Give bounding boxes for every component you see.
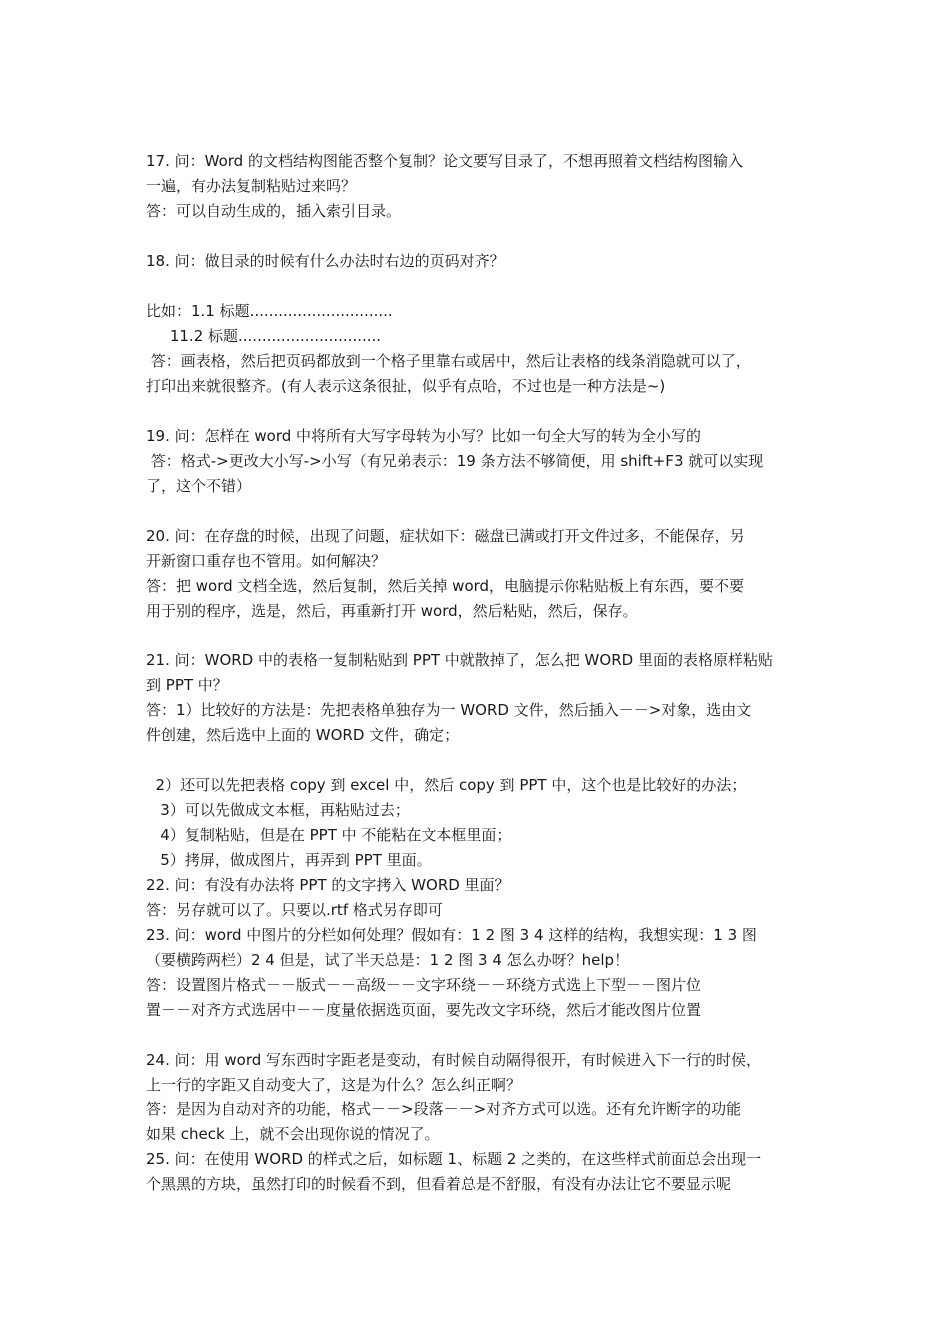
text-line: 22. 问：有没有办法将 PPT 的文字拷入 WORD 里面？ [146, 876, 510, 894]
text-line: 答：可以自动生成的，插入索引目录。 [146, 202, 402, 220]
text-line: 件创建，然后选中上面的 WORD 文件，确定； [146, 726, 460, 744]
text-line: 17. 问：Word 的文档结构图能否整个复制？论文要写目录了，不想再照着文档结构图输入 [146, 152, 743, 170]
text-line: 18. 问：做目录的时候有什么办法时右边的页码对齐？ [146, 252, 505, 270]
text-line: 3）可以先做成文本框，再粘贴过去； [146, 801, 410, 819]
text-line: 25. 问：在使用 WORD 的样式之后，如标题 1、标题 2 之类的，在这些样式前面总会出现一 [146, 1150, 762, 1168]
text-line: 到 PPT 中？ [146, 676, 228, 694]
text-line: （要横跨两栏）2 4 但是，试了半天总是：1 2 图 3 4 怎么办呀？help！ [146, 951, 630, 969]
text-line: 答：1）比较好的方法是：先把表格单独存为一 WORD 文件，然后插入－－>对象，选由文 [146, 701, 752, 719]
text-line: 19. 问：怎样在 word 中将所有大写字母转为小写？比如一句全大写的转为全小写的 [146, 427, 702, 445]
text-line: 4）复制粘贴，但是在 PPT 中 不能粘在文本框里面； [146, 826, 512, 844]
text-line: 打印出来就很整齐。(有人表示这条很扯，似乎有点哈，不过也是一种方法是~) [146, 377, 666, 395]
text-line: 一遍，有办法复制粘贴过来吗？ [146, 177, 357, 195]
text-line: 开新窗口重存也不管用。如何解决？ [146, 552, 387, 570]
text-line: 了，这个不错） [146, 477, 252, 495]
text-line: 如果 check 上，就不会出现你说的情况了。 [146, 1125, 440, 1143]
text-line: 20. 问：在存盘的时候，出现了问题，症状如下：磁盘已满或打开文件过多，不能保存，另 [146, 527, 745, 545]
text-line: 比如：1.1 标题.............................. [146, 302, 393, 320]
text-line: 23. 问：word 中图片的分栏如何处理？假如有：1 2 图 3 4 这样的结构，我想实现：1 3 图 [146, 926, 757, 944]
text-line: 答：格式->更改大小写->小写（有兄弟表示：19 条方法不够简便，用 shift+F3 就可以实现 [146, 452, 764, 470]
text-line: 答：是因为自动对齐的功能，格式－－>段落－－>对齐方式可以选。还有允许断字的功能 [146, 1100, 742, 1118]
text-line: 答：画表格，然后把页码都放到一个格子里靠右或居中，然后让表格的线条消隐就可以了， [146, 352, 751, 370]
text-line: 11.2 标题.............................. [146, 327, 382, 345]
text-line: 24. 问：用 word 写东西时字距老是变动，有时候自动隔得很开，有时候进入下一行的时侯， [146, 1051, 762, 1069]
text-line: 上一行的字距又自动变大了，这是为什么？怎么纠正啊？ [146, 1076, 522, 1094]
text-line: 答：设置图片格式－－版式－－高级－－文字环绕－－环绕方式选上下型－－图片位 [146, 976, 702, 994]
text-line: 21. 问：WORD 中的表格一复制粘贴到 PPT 中就散掉了，怎么把 WORD 里面的表格原样粘贴 [146, 651, 773, 669]
text-line: 置－－对齐方式选居中－－度量依据选页面，要先改文字环绕，然后才能改图片位置 [146, 1001, 702, 1019]
text-line: 个黑黑的方块，虽然打印的时候看不到，但看着总是不舒服，有没有办法让它不要显示呢 [146, 1175, 732, 1193]
text-line: 5）拷屏，做成图片，再弄到 PPT 里面。 [146, 851, 432, 869]
text-line: 2）还可以先把表格 copy 到 excel 中，然后 copy 到 PPT 中，这个也是比较好的办法； [146, 776, 747, 794]
text-line: 答：另存就可以了。只要以.rtf 格式另存即可 [146, 901, 443, 919]
text-line: 答：把 word 文档全选，然后复制，然后关掉 word，电脑提示你粘贴板上有东西，要不要 [146, 577, 745, 595]
text-line: 用于别的程序，选是，然后，再重新打开 word，然后粘贴，然后，保存。 [146, 602, 638, 620]
